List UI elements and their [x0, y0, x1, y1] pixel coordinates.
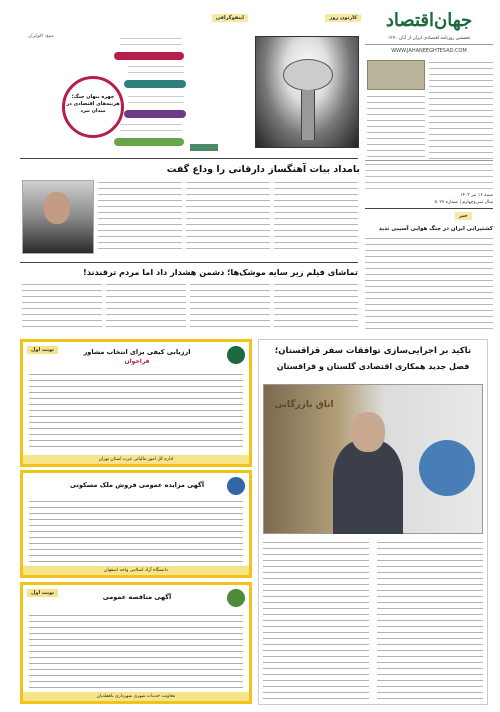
- cartoon-stem: [301, 90, 315, 140]
- ad-3: [20, 582, 252, 704]
- infographic-text-1: [120, 36, 182, 50]
- infographic-branch-red: [114, 52, 184, 60]
- ad-2: [20, 470, 252, 578]
- cartoon-panel: [253, 14, 361, 156]
- masthead-bottom-divider: [365, 160, 493, 161]
- ad-3-logo: [227, 589, 245, 607]
- film-text-col3: [190, 282, 270, 332]
- film-text-col1: [22, 282, 102, 332]
- obituary-text-col1: [98, 180, 182, 254]
- cartoon-section-tag: کارتون روز: [325, 14, 361, 22]
- ad-3-text: [29, 613, 243, 689]
- infographic-text-4: [120, 122, 182, 136]
- divider-mid: [20, 262, 358, 263]
- masthead-contact-text: [365, 162, 493, 190]
- news-text: [365, 236, 493, 332]
- infographic-source: منبع: اکوایران: [28, 34, 54, 39]
- masthead-logo: جهان‌اقتصاد: [385, 10, 473, 31]
- ad-2-title: آگهی مزایده عمومی فروش ملک مسکونی: [69, 481, 205, 489]
- infographic-branch-green: [114, 138, 184, 146]
- feature-box: [258, 339, 488, 705]
- infographic-text-2: [128, 64, 184, 78]
- masthead-divider: [365, 44, 493, 45]
- ad-3-footer: معاونت خدمات شهری شهرداری بافقلدیان: [23, 692, 249, 701]
- masthead-info-text: [429, 60, 493, 160]
- divider-news: [365, 208, 493, 209]
- infographic-section-tag: اینفوگرافی: [212, 14, 248, 22]
- feature-title: تاکید بر اجرایی‌سازی توافقات سفر قزاقستان؛: [274, 346, 472, 356]
- masthead-info-text-left: [367, 94, 425, 160]
- masthead-emblem: [367, 60, 425, 90]
- ad-2-text: [29, 499, 243, 563]
- infographic-logo: [190, 144, 218, 151]
- ad-1-logo: [227, 346, 245, 364]
- obituary-title: بامداد بیات آهنگساز دارقانی را وداع گفت: [166, 164, 360, 175]
- ad-1-footer: اداره کل امور مالیاتی غرب استان تهران: [23, 455, 249, 464]
- feature-text-col1: [263, 540, 369, 700]
- ad-2-logo: [227, 477, 245, 495]
- film-text-col4: [274, 282, 358, 332]
- film-text-col2: [106, 282, 186, 332]
- masthead: [365, 8, 493, 158]
- infographic-branch-purple: [124, 110, 186, 118]
- feature-photo-emblem: [419, 440, 475, 496]
- ad-2-footer: دانشگاه آزاد اسلامی واحد اصفهان: [23, 566, 249, 575]
- feature-text-col2: [377, 540, 483, 700]
- feature-subtitle: فصل جدید همکاری اقتصادی گلستان و قزاقستان: [276, 362, 470, 371]
- masthead-subtitle: نخستین روزنامه اقتصادی ایران از آبان ۱۳۷۰: [387, 36, 471, 41]
- news-title: کشتیرانی ایران در جنگ هوایی آسیبی ندید: [378, 226, 493, 232]
- obituary-text-col3: [274, 180, 358, 254]
- ad-1-badge: نوبت اول: [27, 346, 58, 354]
- ad-1: [20, 339, 252, 467]
- news-section-tag: خبر: [455, 212, 472, 220]
- obituary-photo-face: [44, 192, 70, 224]
- obituary-text-col2: [186, 180, 270, 254]
- feature-photo-person: [333, 440, 403, 534]
- infographic-branch-teal: [124, 80, 186, 88]
- issue-date: شنبه ۱۶ تیر ۱۴۰۳: [460, 193, 493, 198]
- infographic-panel: [20, 14, 248, 156]
- divider-top: [20, 158, 358, 159]
- cartoon-mushroom-cloud: [283, 59, 333, 91]
- infographic-title: چهره پنهان جنگ؛ هزینه‌های اقتصادی در میدان نبرد: [66, 94, 120, 114]
- ad-1-subtitle: فراخوان: [124, 358, 150, 365]
- ad-1-title: ارزیابی کیفی برای انتخاب مشاور: [83, 348, 191, 356]
- infographic-text-3: [128, 94, 184, 108]
- ad-3-title: آگهی مناقصه عمومی: [102, 593, 172, 601]
- ad-1-text: [29, 372, 243, 450]
- ad-3-badge: نوبت اول: [27, 589, 58, 597]
- masthead-website[interactable]: WWW.JAHANEEGHTESAD.COM: [391, 48, 467, 54]
- feature-photo-sign: اتاق بازرگانی: [274, 400, 334, 410]
- feature-photo-face: [351, 412, 385, 452]
- film-title: تماشای فیلم زیر سایه موشک‌ها؛ دشمن هشدار داد اما مردم ترقندند!: [83, 267, 358, 277]
- issue-number: سال سی‌وچهارم | شماره ۵۰۲۷: [434, 200, 493, 205]
